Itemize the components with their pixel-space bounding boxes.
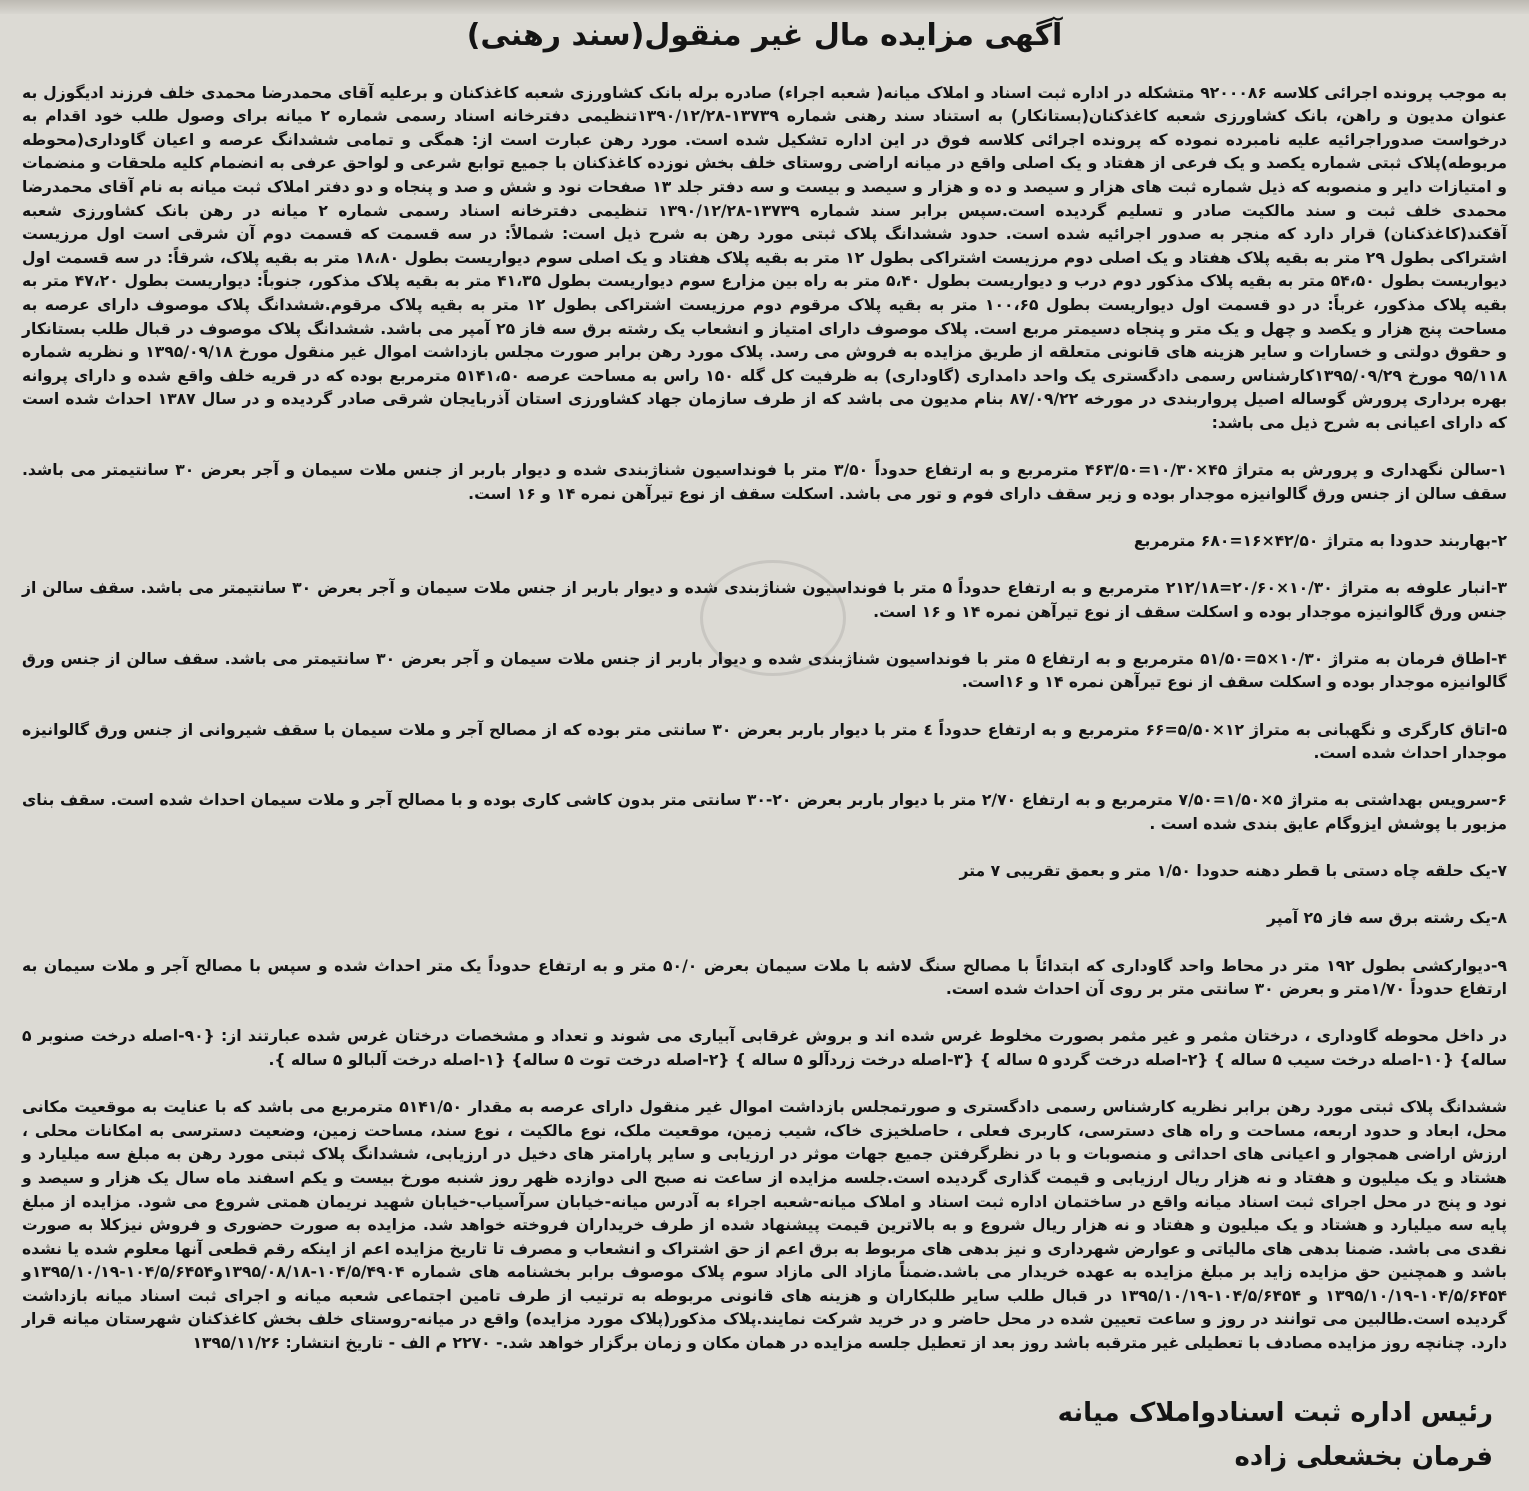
notice-item-2: ۲-بهاربند حدودا به متراژ ۴۲/۵۰×۱۶=۶۸۰ مترمربع <box>1133 531 1507 550</box>
notice-valuation-paragraph: ششدانگ پلاک ثبتی مورد رهن برابر نظریه کارشناس رسمی دادگستری و صورتمجلس بازداشت اموال غیر منقول دارای عرصه به مقدار ۵۱۴۱/۵۰ مترمربع می باشد که با عنایت به موقعیت مکانی محل، ابعاد و حدود اربعه، مساحت و راه های دسترسی، کاربری فعلی ، حاصلخیزی خاک، شیب زمین، موقعیت ملک، نوع مالکیت ، نوع سند، مساحت زمین، وضعیت دسترسی به امکانات محلی ، ارزش اراضی همجوار و اعیانی های احداثی و منصوبات و با در نظرگرفتن جمیع جهات موثر در ارزیابی و سایر پارامتر های دخیل در ارزیابی، ششدانگ پلاک ثبتی مورد رهن به مبلغ سه میلیارد و هشتاد و یک میلیون و هفتاد و نه هزار ریال ارزیابی و قیمت گذاری گردیده است.جلسه مزایده از ساعت نه صبح الی دوازده ظهر روز شنبه مورخ بیست و یکم اسفند ماه سال یک هزار و سیصد و نود و پنج در محل اجرای ثبت اسناد میانه واقع در ساختمان اداره ثبت اسناد و املاک میانه-شعبه اجراء به آدرس میانه-خیابان سرآسیاب-خیابان شهید نریمان همتی شروع می شود. مزایده از مبلغ پایه سه میلیارد و هشتاد و یک میلیون و هفتاد و نه هزار ریال شروع و به بالاترین قیمت پیشنهاد شده از طرف خریداران فروخته خواهد شد. مزایده به صورت حضوری و فروش نیزکلا به صورت نقدی می باشد. ضمنا بدهی های مالیاتی و عوارض شهرداری و نیز بدهی های مربوط به برق اعم از حق اشتراک و انشعاب و مصرف تا تاریخ مزایده اعم از اینکه رقم قطعی آنها معلوم شده یا نشده باشد و همچنین حق مزایده زاید بر مبلغ مزایده به عهده خریدار می باشد.ضمناً مازاد الی مازاد سوم پلاک موصوف برابر بخشنامه های شماره ۱۰۴/۵/۴۹۰۴-۱۳۹۵/۰۸/۱۸و۱۰۴/۵/۶۴۵۴-۱۳۹۵/۱۰/۱۹و ۱۰۴/۵/۶۴۵۴-۱۳۹۵/۱۰/۱۹ و ۱۰۴/۵/۶۴۵۴-۱۳۹۵/۱۰/۱۹ در قبال طلب سایر طلبکاران و هزینه های قانونی مربوطه به ترتیب از طرف تامین اجتماعی شعبه میانه و اجرای ثبت اسناد میانه بازداشت گردیده است.طالبین می توانند در روز و ساعت تعیین شده در محل حاضر و در خرید شرکت نمایند.پلاک مذکور(پلاک مورد مزایده) واقع در میانه-روستای خلف بخش کاغذکنان شهرستان میانه قرار دارد. چنانچه روز مزایده مصادف با تعطیلی غیر مترقبه باشد روز بعد از تعطیل جلسه مزایده در همان مکان و زمان برگزار خواهد شد.- ۲۲۷۰ م الف - تاریخ انتشار: ۱۳۹۵/۱۱/۲۶ <box>22 1098 1507 1353</box>
notice-body <box>22 58 1507 1379</box>
notice-item-9: ۹-دیوارکشی بطول ۱۹۲ متر در محاط واحد گاوداری که ابتدائاً با مصالح سنگ لاشه با ملات سیمان بعرض ۵۰/۰ متر و به ارتفاع حدوداً یک متر احداث شده و سپس با مصالح آجر و ملات سیمان به ارتفاع حدوداً ۱/۷۰متر و بعرض ۳۰ سانتی متر بر روی آن احداث شده است. <box>22 956 1507 999</box>
notice-item-4: ۴-اطاق فرمان به متراژ ۱۰/۳۰×۵=۵۱/۵۰ مترمربع و به ارتفاع ۵ متر با فونداسیون شناژبندی شده و دیوار باربر از جنس ملات سیمان و آجر بعرض ۳۰ سانتیمتر می باشد. سقف سالن از جنس ورق گالوانیزه موجدار بوده و اسکلت سقف از نوع تیرآهن نمره ۱۴ و ۱۶است. <box>22 649 1507 692</box>
signature-name: فرمان بخشعلی زاده <box>1234 1442 1493 1472</box>
notice-paragraph-intro: به موجب پرونده اجرائی کلاسه ۹۲۰۰۰۸۶ متشکله در اداره ثبت اسناد و املاک میانه( شعبه اجراء) صادره برله بانک کشاورزی شعبه کاغذکنان و برعلیه آقای محمدرضا محمدی خلف فرزند ادیگوزل به عنوان مدیون و راهن، بانک کشاورزی شعبه کاغذکنان(بستانکار) به استناد سند رهنی شماره ۱۳۷۳۹-۱۳۹۰/۱۲/۲۸تنظیمی دفترخانه اسناد رسمی شماره ۲ میانه برای وصول طلب خود اقدام به درخواست صدوراجرائیه علیه نامبرده نموده که پرونده اجرائی کلاسه فوق در این اداره تشکیل شده است. مورد رهن عبارت است از: همگی و تمامی ششدانگ عرصه و اعیان گاوداری(محوطه مربوطه)پلاک ثبتی شماره یکصد و یک فرعی از هفتاد و یک اصلی واقع در میانه اراضی روستای خلف بخش نوزده کاغذکنان با جمیع توابع شرعی و لواحق عرفی به انضمام کلیه ملحقات و منضمات و امتیازات دایر و منصوبه که ذیل شماره ثبت های هزار و سیصد و ده و هزار و سیصد و بیست و سه دفتر جلد ۱۳ صفحات نود و شش و صد و پنجاه و دو دفتر املاک ثبت میانه به نام آقای محمدرضا محمدی خلف ثبت و سند مالکیت صادر و تسلیم گردیده است.سپس برابر سند شماره ۱۳۷۳۹-۱۳۹۰/۱۲/۲۸ تنظیمی دفترخانه اسناد رسمی شماره ۲ میانه در رهن بانک کشاورزی شعبه آقکند(کاغذکنان) قرار دارد که منجر به صدور اجرائیه شده است. حدود ششدانگ پلاک ثبتی مورد رهن به شرح ذیل است: شمالاً: در سه قسمت که قسمت دوم آن شرقی است اول مرزیست اشتراکی بطول ۲۹ متر به بقیه پلاک هفتاد و یک اصلی دوم مرزیست اشتراکی بطول ۱۲ متر به بقیه پلاک هفتاد و یک اصلی سوم دیواریست بطول ۱۸،۸۰ متر به بقیه پلاک، شرقاً: در سه قسمت اول دیواریست بطول ۵۴،۵۰ متر به بقیه پلاک مذکور دوم درب و دیواریست بطول ۵،۴۰ متر به راه بین مزارع سوم دیواریست بطول ۴۱،۳۵ متر به بقیه پلاک مذکور، جنوباً: دیواریست بطول ۴۷،۲۰ متر به بقیه پلاک مذکور، غرباً: در دو قسمت اول دیواریست بطول ۱۰۰،۶۵ متر به بقیه پلاک مرقوم دوم مرزیست اشتراکی بطول ۱۲ متر به بقیه پلاک مرقوم.ششدانگ پلاک موصوف دارای عرصه به مساحت پنج هزار و یکصد و چهل و یک متر و پنجاه دسیمتر مربع است. پلاک موصوف دارای امتیاز و انشعاب یک رشته برق سه فاز ۲۵ آمپر می باشد. ششدانگ پلاک موصوف در قبال طلب بستانکار و حقوق دولتی و خسارات و سایر هزینه های قانونی متعلقه از طریق مزایده به فروش می رسد. پلاک مورد رهن برابر صورت مجلس بازداشت اموال غیر منقول مورخ ۱۳۹۵/۰۹/۱۸ و نظریه شماره ۹۵/۱۱۸ مورخ ۱۳۹۵/۰۹/۲۹کارشناس رسمی دادگستری یک واحد دامداری (گاوداری) به ظرفیت کل گله ۱۵۰ راس به مساحت عرصه ۵۱۴۱،۵۰ مترمربع بوده که در قریه خلف واقع شده و دارای پروانه بهره برداری پرورش گوساله اصیل پرواربندی در مورخه ۸۷/۰۹/۲۲ بنام مدیون می باشد که از طرف سازمان جهاد کشاورزی استان آذربایجان شرقی صادر گردیده و در سال ۱۳۸۷ احداث شده است که دارای اعیانی به شرح ذیل می باشد: <box>22 83 1508 432</box>
notice-item-5: ۵-اتاق کارگری و نگهبانی به متراژ ۱۲×۵/۵۰=۶۶ مترمربع و به ارتفاع حدوداً ٤ متر با دیوار باربر بعرض ۳۰ سانتی متر بوده که از مصالح آجر و ملات سیمان با سقف شیروانی از جنس ورق گالوانیزه موجدار احداث شده است. <box>22 720 1508 763</box>
signature-block <box>1058 1391 1493 1479</box>
paper-fold-edge <box>0 0 1529 14</box>
notice-item-6: ۶-سرویس بهداشتی به متراژ ۵×۱/۵۰=۷/۵۰ مترمربع و به ارتفاع ۲/۷۰ متر با دیوار باربر بعرض ۲۰-۳۰ سانتی متر بدون کاشی کاری بوده و با مصالح آجر و ملات سیمان احداث شده است. سقف بنای مزبور با پوشش ایزوگام عایق بندی شده است . <box>22 791 1508 833</box>
watermark-stamp <box>700 560 846 676</box>
notice-item-7: ۷-یک حلقه چاه دستی با قطر دهنه حدودا ۱/۵۰ متر و بعمق تقریبی ۷ متر <box>959 862 1507 881</box>
notice-title: آگهی مزایده مال غیر منقول(سند رهنی) <box>466 18 1063 53</box>
notice-item-8: ۸-یک رشته برق سه فاز ۲۵ آمپر <box>1267 909 1507 928</box>
notice-item-3: ۳-انبار علوفه به متراژ ۱۰/۳۰×۲۰/۶۰=۲۱۲/۱۸ مترمربع و به ارتفاع حدوداً ۵ متر با فونداسیون شناژبندی شده و دیوار باربر از جنس ملات سیمان و آجر بعرض ۳۰ سانتیمتر می باشد. سقف سالن از جنس ورق گالوانیزه موجدار بوده و اسکلت سقف از نوع تیرآهن نمره ۱۴ و ۱۶ است. <box>22 579 1507 621</box>
signature-title: رئیس اداره ثبت اسنادواملاک میانه <box>1057 1398 1493 1428</box>
notice-item-1: ۱-سالن نگهداری و پرورش به متراژ ۴۵×۱۰/۳۰=۴۶۳/۵۰ مترمربع و به ارتفاع حدوداً ۳/۵۰ متر با فونداسیون شناژبندی شده و دیوار باربر از جنس ملات سیمان و آجر بعرض ۳۰ سانتیمتر می باشد. سقف سالن از جنس ورق گالوانیزه موجدار بوده و زیر سقف دارای فوم و تور می باشد. اسکلت سقف از نوع تیرآهن نمره ۱۴ و ۱۶ است. <box>22 461 1507 503</box>
notice-trees-paragraph: در داخل محوطه گاوداری ، درختان مثمر و غیر مثمر بصورت مخلوط غرس شده اند و بروش غرقابی آبیاری می شوند و تعداد و مشخصات درختان غرس شده عبارتند از: {۹۰-اصله درخت صنوبر ۵ ساله} {۱۰-اصله درخت سیب ۵ ساله } {۲-اصله درخت گردو ۵ ساله } {۳-اصله درخت زردآلو ۵ ساله } {۲-اصله درخت توت ۵ ساله} {۱-اصله درخت آلبالو ۵ ساله }. <box>22 1027 1507 1069</box>
